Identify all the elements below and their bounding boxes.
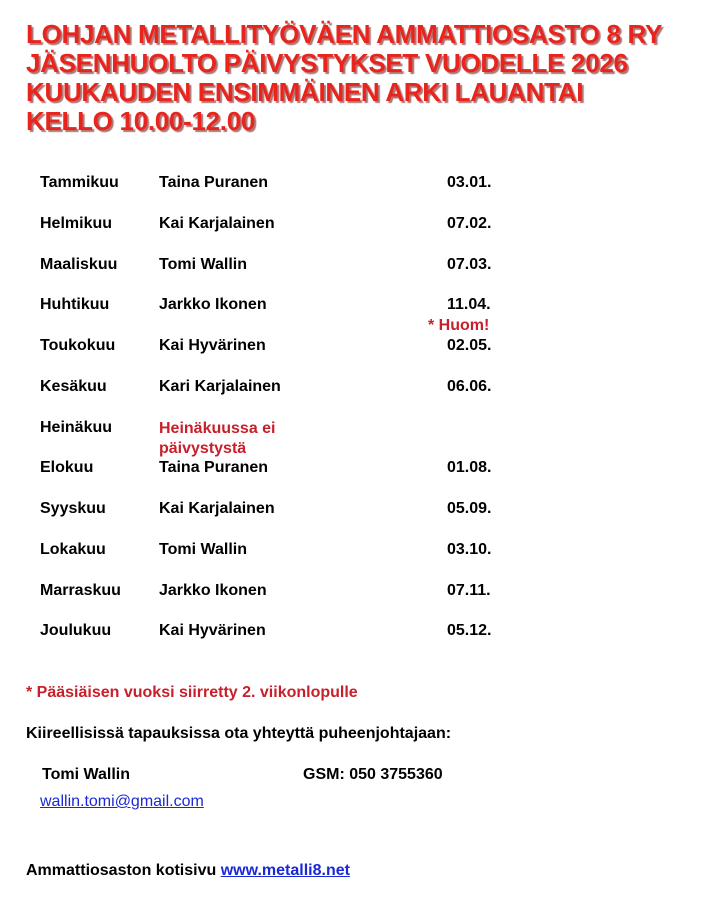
month-cell: Tammikuu (40, 174, 119, 191)
person-cell: Kai Hyvärinen (159, 622, 266, 639)
no-duty-line-1: Heinäkuussa ei (159, 420, 276, 437)
schedule-row (0, 459, 710, 481)
document-title (26, 20, 706, 136)
person-cell: Jarkko Ikonen (159, 296, 267, 313)
month-cell: Kesäkuu (40, 378, 107, 395)
schedule-row (0, 215, 710, 237)
contact-email-wrap (40, 793, 204, 811)
schedule-row (0, 378, 710, 400)
schedule-row (0, 582, 710, 604)
schedule-row (0, 296, 710, 318)
person-cell: Tomi Wallin (159, 256, 247, 273)
contact-email-link[interactable]: wallin.tomi@gmail.com (40, 793, 204, 810)
title-line-1: LOHJAN METALLITYÖVÄEN AMMATTIOSASTO 8 RY (26, 19, 663, 49)
month-cell: Maaliskuu (40, 256, 118, 273)
schedule-row (0, 419, 710, 459)
date-cell: 02.05. (447, 337, 492, 354)
schedule-row (0, 622, 710, 644)
month-cell: Elokuu (40, 459, 94, 476)
person-cell: Kari Karjalainen (159, 378, 281, 395)
month-cell: Heinäkuu (40, 419, 113, 436)
month-cell: Lokakuu (40, 541, 106, 558)
homepage-link[interactable]: www.metalli8.net (220, 862, 350, 879)
title-line-4: KELLO 10.00-12.00 (26, 106, 256, 136)
date-cell: 03.01. (447, 174, 492, 191)
month-cell: Syyskuu (40, 500, 106, 517)
schedule-row (0, 500, 710, 522)
date-cell: 07.03. (447, 256, 492, 273)
date-cell: 01.08. (447, 459, 492, 476)
no-duty-line-2: päivystystä (159, 440, 247, 457)
date-cell: 05.12. (447, 622, 492, 639)
schedule-row (0, 174, 710, 196)
contact-name: Tomi Wallin (42, 766, 130, 783)
date-cell: 03.10. (447, 541, 492, 558)
urgent-contact-text: Kiireellisissä tapauksissa ota yhteyttä puheenjohtajaan: (26, 725, 452, 742)
date-cell: 11.04. (447, 296, 491, 313)
no-duty-note (159, 419, 276, 459)
homepage-label: Ammattiosaston kotisivu (26, 862, 217, 879)
april-note: * Huom! (428, 317, 490, 334)
easter-footnote: * Pääsiäisen vuoksi siirretty 2. viikonlopulle (26, 684, 358, 701)
date-cell: 05.09. (447, 500, 492, 517)
person-cell: Jarkko Ikonen (159, 582, 267, 599)
month-cell: Marraskuu (40, 582, 121, 599)
month-cell: Joulukuu (40, 622, 112, 639)
homepage-line (26, 862, 350, 880)
schedule-row (0, 541, 710, 563)
person-cell: Taina Puranen (159, 459, 269, 476)
month-cell: Toukokuu (40, 337, 116, 354)
schedule-row (0, 337, 710, 359)
person-cell: Tomi Wallin (159, 541, 247, 558)
month-cell: Helmikuu (40, 215, 113, 232)
date-cell: 06.06. (447, 378, 492, 395)
title-line-3: KUUKAUDEN ENSIMMÄINEN ARKI LAUANTAI (26, 77, 584, 107)
date-cell: 07.02. (447, 215, 492, 232)
person-cell: Kai Karjalainen (159, 215, 275, 232)
person-cell: Kai Hyvärinen (159, 337, 266, 354)
person-cell: Kai Karjalainen (159, 500, 275, 517)
contact-phone: GSM: 050 3755360 (303, 766, 443, 783)
date-cell: 07.11. (447, 582, 491, 599)
person-cell: Taina Puranen (159, 174, 269, 191)
title-line-2: JÄSENHUOLTO PÄIVYSTYKSET VUODELLE 2026 (26, 48, 628, 78)
month-cell: Huhtikuu (40, 296, 110, 313)
schedule-row (0, 256, 710, 278)
